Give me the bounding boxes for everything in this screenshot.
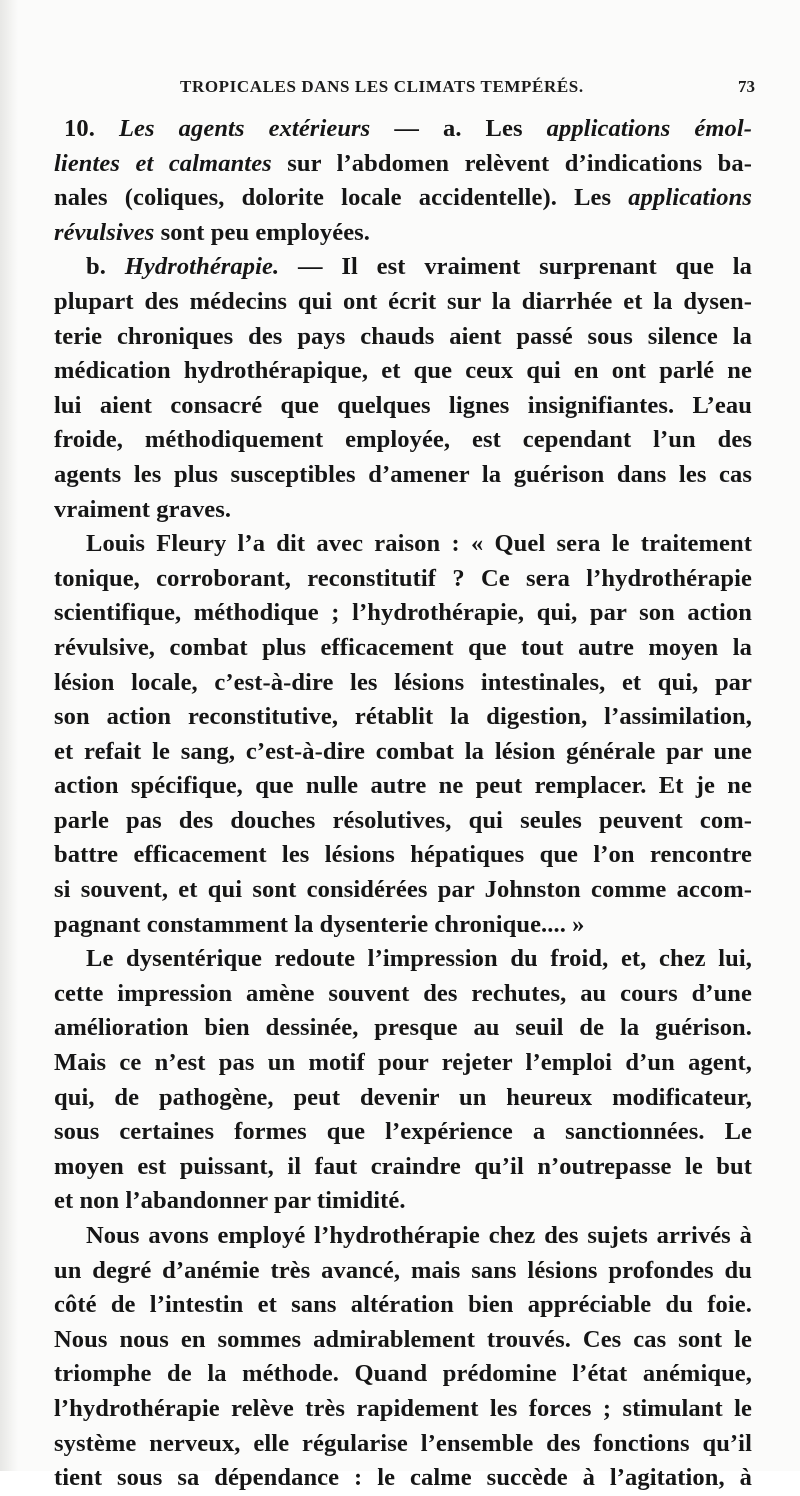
text-line xyxy=(54,562,752,597)
body-text xyxy=(54,112,752,1496)
text-span: un degré d’anémie très avancé, mais sans lésions profondes du xyxy=(54,1256,752,1284)
italic-text: révulsives xyxy=(54,218,155,246)
text-line xyxy=(54,1461,752,1496)
text-span: sur l’abdomen relèvent d’indications ba- xyxy=(271,149,752,177)
text-line xyxy=(54,1115,752,1150)
text-span: vraiment graves. xyxy=(54,495,232,523)
text-span: scientifique, méthodique ; l’hydrothérapie, qui, par son action xyxy=(54,599,752,627)
text-line xyxy=(54,596,752,631)
text-line xyxy=(54,1288,752,1323)
italic-text: applications xyxy=(628,184,752,212)
page-header xyxy=(60,77,755,103)
text-line xyxy=(54,735,752,770)
text-span: cette impression amène souvent des rechutes, au cours d’une xyxy=(54,979,752,1007)
text-span: Louis Fleury l’a dit avec raison : « Quel sera le traitement xyxy=(86,530,752,558)
italic-text: lientes et calmantes xyxy=(54,149,272,177)
text-span: sous certaines formes que l’expérience a sanctionnées. Le xyxy=(54,1118,752,1146)
text-line xyxy=(54,942,752,977)
text-line xyxy=(54,1150,752,1185)
text-line xyxy=(54,423,752,458)
text-span: lui aient consacré que quelques lignes insignifiantes. L’eau xyxy=(54,391,752,419)
text-line xyxy=(54,527,752,562)
text-span: b. xyxy=(86,253,125,281)
text-span: tient sous sa dépendance : le calme succède à l’agitation, à xyxy=(54,1464,752,1492)
text-span: son action reconstitutive, rétablit la digestion, l’assimilation, xyxy=(54,703,752,731)
text-span: amélioration bien dessinée, presque au seuil de la guérison. xyxy=(54,1014,752,1042)
italic-text: Les agents extérieurs xyxy=(118,115,371,142)
text-span: côté de l’intestin et sans altération bien appréciable du foie. xyxy=(54,1291,752,1319)
text-span: action spécifique, que nulle autre ne peut remplacer. Et je ne xyxy=(54,772,752,800)
text-line xyxy=(54,1046,752,1081)
text-line xyxy=(54,1427,752,1462)
text-line xyxy=(54,458,752,493)
text-line xyxy=(54,769,752,804)
text-line xyxy=(54,147,752,182)
text-line xyxy=(54,354,752,389)
text-span: révulsive, combat plus efficacement que tout autre moyen la xyxy=(54,633,752,661)
text-line xyxy=(54,700,752,735)
text-span: si souvent, et qui sont considérées par Johnston comme accom- xyxy=(54,876,752,904)
text-span: froide, méthodiquement employée, est cependant l’un des xyxy=(54,426,752,454)
text-span: plupart des médecins qui ont écrit sur la diarrhée et la dysen- xyxy=(54,287,752,315)
text-line xyxy=(54,1323,752,1358)
text-line xyxy=(54,666,752,701)
text-span: tonique, corroborant, reconstitutif ? Ce sera l’hydrothérapie xyxy=(54,564,752,592)
text-span: terie chroniques des pays chauds aient passé sous silence la xyxy=(54,322,752,350)
text-span: parle pas des douches résolutives, qui seules peuvent com- xyxy=(54,806,752,834)
text-span: système nerveux, elle régularise l’ensemble des fonctions qu’il xyxy=(54,1429,752,1457)
text-span: Le dysentérique redoute l’impression du froid, et, chez lui, xyxy=(86,945,752,973)
text-span: — Il est vraiment surprenant que la xyxy=(279,253,752,281)
page-number: 73 xyxy=(738,77,755,96)
text-line xyxy=(54,977,752,1012)
text-line xyxy=(54,804,752,839)
text-line xyxy=(54,838,752,873)
text-line xyxy=(54,873,752,908)
text-span: et non l’abandonner par timidité. xyxy=(54,1187,406,1215)
text-span: Nous avons employé l’hydrothérapie chez des sujets arrivés à xyxy=(86,1222,752,1249)
text-span: médication hydrothérapique, et que ceux qui en ont parlé ne xyxy=(54,357,752,385)
text-line xyxy=(54,493,752,528)
text-span: moyen est puissant, il faut craindre qu’il n’outrepasse le but xyxy=(54,1152,752,1180)
text-line xyxy=(54,181,752,216)
text-span: agents les plus susceptibles d’amener la guérison dans les cas xyxy=(54,460,752,488)
text-span: et refait le sang, c’est-à-dire combat la lésion générale par une xyxy=(54,737,752,765)
text-line xyxy=(54,1254,752,1289)
text-line xyxy=(54,320,752,355)
italic-text: Hydrothérapie. xyxy=(124,253,280,281)
text-span: Nous nous en sommes admirablement trouvés. Ces cas sont le xyxy=(54,1325,752,1353)
text-span: qui, de pathogène, peut devenir un heureux modificateur, xyxy=(54,1083,752,1111)
text-line xyxy=(54,285,752,320)
text-span: sont peu employées. xyxy=(154,218,371,246)
text-span: triomphe de la méthode. Quand prédomine l’état anémique, xyxy=(54,1360,752,1388)
text-span: nales (coliques, dolorite locale accidentelle). Les xyxy=(54,184,629,212)
text-line xyxy=(54,1011,752,1046)
text-line xyxy=(54,1081,752,1116)
text-line xyxy=(54,1184,752,1219)
text-span: pagnant constamment la dysenterie chronique.... » xyxy=(54,910,585,938)
text-line xyxy=(54,389,752,424)
text-line xyxy=(54,1357,752,1392)
running-head: TROPICALES DANS LES CLIMATS TEMPÉRÉS. xyxy=(180,77,584,96)
text-span: battre efficacement les lésions hépatiques que l’on rencontre xyxy=(54,841,752,869)
text-line xyxy=(54,112,752,147)
text-line xyxy=(54,631,752,666)
text-span: Mais ce n’est pas un motif pour rejeter l’emploi d’un agent, xyxy=(54,1049,752,1077)
text-span: 10. xyxy=(64,115,119,142)
page-gutter-shadow xyxy=(0,0,18,1471)
text-span: — a. Les xyxy=(370,115,547,142)
text-line xyxy=(54,1392,752,1427)
text-line xyxy=(54,250,752,285)
text-span: l’hydrothérapie relève très rapidement les forces ; stimulant le xyxy=(54,1394,752,1422)
italic-text: applications émol- xyxy=(546,115,753,142)
text-line xyxy=(54,216,752,251)
text-span: lésion locale, c’est-à-dire les lésions intestinales, et qui, par xyxy=(54,668,752,696)
text-line xyxy=(54,908,752,943)
text-line xyxy=(54,1219,752,1254)
